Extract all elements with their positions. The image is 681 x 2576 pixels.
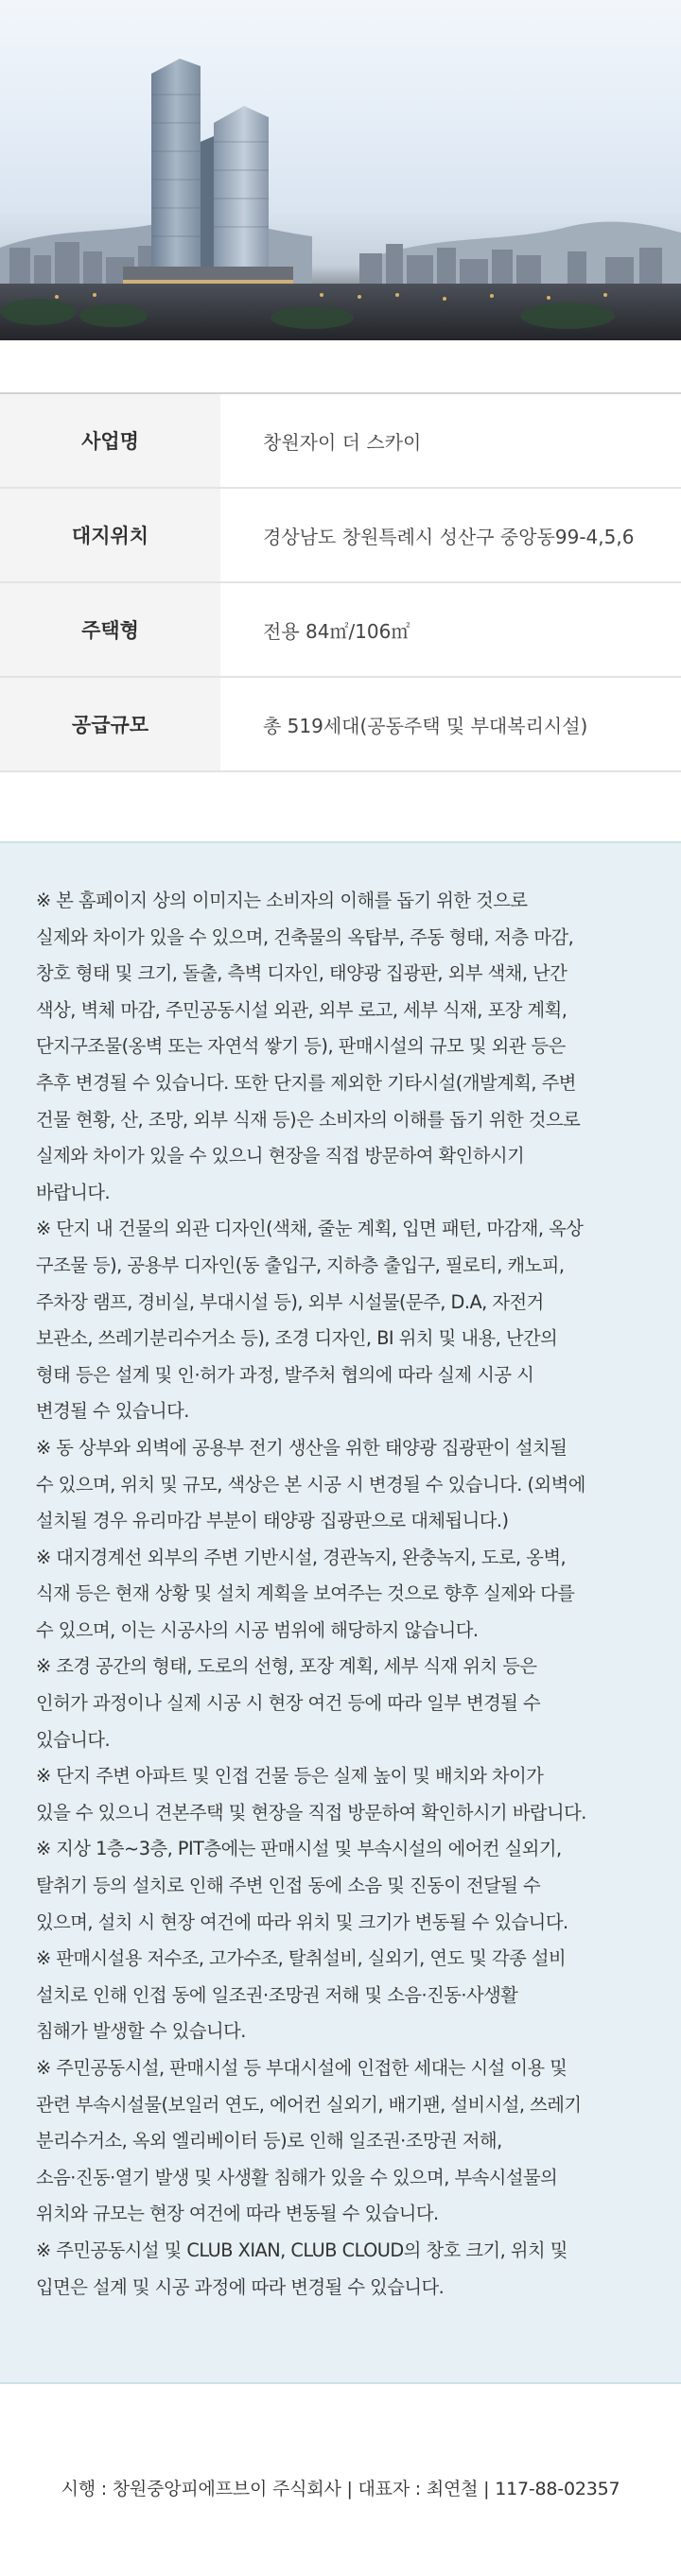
notice-line: ※ 단지 내 건물의 외관 디자인(색채, 줄눈 계획, 입면 패턴, 마감재, 옥상	[36, 1218, 584, 1240]
notice-line: 창호 형태 및 크기, 돌출, 측벽 디자인, 태양광 집광판, 외부 색채, 난간	[36, 962, 568, 985]
notice-line: ※ 조경 공간의 형태, 도로의 선형, 포장 계획, 세부 식재 위치 등은	[36, 1655, 537, 1678]
notice-line: 침해가 발생할 수 있습니다.	[36, 2020, 246, 2043]
notice-line: 바랍니다.	[36, 1181, 111, 1203]
notice-line: 소음·진동·열기 발생 및 사생활 침해가 있을 수 있으며, 부속시설물의	[36, 2166, 558, 2188]
project-name-value: 창원자이 더 스카이	[220, 393, 681, 488]
notice-line: 입면은 설계 및 시공 과정에 따라 변경될 수 있습니다.	[36, 2275, 445, 2298]
notice-line: 관련 부속시설물(보일러 연도, 에어컨 실외기, 배기팬, 설비시설, 쓰레기	[36, 2093, 582, 2116]
notice-line: 단지구조물(옹벽 또는 자연석 쌓기 등), 판매시설의 규모 및 외관 등은	[36, 1035, 566, 1058]
notice-line: 주차장 램프, 경비실, 부대시설 등), 외부 시설물(문주, D.A, 자전거	[36, 1290, 544, 1313]
notice-line: ※ 본 홈페이지 상의 이미지는 소비자의 이해를 돕기 위한 것으로	[36, 890, 528, 911]
supply-scale-label: 공급규모	[0, 677, 220, 771]
notice-line: 보관소, 쓰레기분리수거소 등), 조경 디자인, BI 위치 및 내용, 난간의	[36, 1327, 558, 1350]
disclaimer-notice	[0, 841, 681, 2384]
table-row	[0, 677, 681, 771]
supply-scale-value: 총 519세대(공동주택 및 부대복리시설)	[220, 677, 681, 771]
notice-line: 식재 등은 현재 상황 및 설치 계획을 보여주는 것으로 향후 실제와 다를	[36, 1582, 575, 1605]
notice-line: ※ 동 상부와 외벽에 공용부 전기 생산을 위한 태양광 집광판이 설치될	[36, 1436, 568, 1459]
table-row	[0, 488, 681, 582]
notice-line: 색상, 벽체 마감, 주민공동시설 외관, 외부 로고, 세부 식재, 포장 계획,	[36, 998, 568, 1021]
site-location-value: 경상남도 창원특례시 성산구 중앙동99-4,5,6	[220, 488, 681, 582]
notice-line: 있으며, 설치 시 현장 여건에 따라 위치 및 크기가 변동될 수 있습니다.	[36, 1910, 568, 1933]
notice-line: ※ 지상 1층~3층, PIT층에는 판매시설 및 부속시설의 에어컨 실외기,	[36, 1838, 562, 1860]
notice-line: 변경될 수 있습니다.	[36, 1400, 189, 1423]
notice-line: 있습니다.	[36, 1728, 111, 1751]
notice-line: 건물 현황, 산, 조망, 외부 식재 등)은 소비자의 이해를 돕기 위한 것으로	[36, 1108, 581, 1131]
notice-line: 수 있으며, 위치 및 규모, 색상은 본 시공 시 변경될 수 있습니다. (외벽에	[36, 1473, 585, 1495]
housing-type-label: 주택형	[0, 582, 220, 677]
company-info-footer: 시행 : 창원중앙피에프브이 주식회사 | 대표자 : 최연철 | 117-88-02357	[61, 2479, 620, 2499]
site-location-label: 대지위치	[0, 488, 220, 582]
notice-line: 실제와 차이가 있을 수 있으니 현장을 직접 방문하여 확인하시기	[36, 1145, 525, 1167]
table-row	[0, 582, 681, 677]
notice-line: 설치로 인해 인접 동에 일조권·조망권 저해 및 소음·진동·사생활	[36, 1983, 518, 2006]
project-name-label: 사업명	[0, 393, 220, 488]
housing-type-value: 전용 84㎡/106㎡	[220, 582, 681, 677]
notice-line: ※ 판매시설용 저수조, 고가수조, 탈취설비, 실외기, 연도 및 각종 설비	[36, 1947, 567, 1970]
notice-line: 설치될 경우 유리마감 부분이 태양광 집광판으로 대체됩니다.)	[36, 1510, 509, 1532]
notice-line: 인허가 과정이나 실제 시공 시 현장 여건 등에 따라 일부 변경될 수	[36, 1692, 541, 1715]
table-row	[0, 393, 681, 488]
notice-line: ※ 주민공동시설 및 CLUB XIAN, CLUB CLOUD의 창호 크기, 위치 및	[36, 2239, 568, 2261]
notice-line: 있을 수 있으니 견본주택 및 현장을 직접 방문하여 확인하시기 바랍니다.	[36, 1801, 586, 1824]
notice-line: 위치와 규모는 현장 여건에 따라 변동될 수 있습니다.	[36, 2203, 439, 2225]
hero-rendering-image	[0, 0, 681, 340]
notice-line: 구조물 등), 공용부 디자인(동 출입구, 지하층 출입구, 필로티, 캐노피,	[36, 1253, 565, 1276]
notice-line: 탈취기 등의 설치로 인해 주변 인접 동에 소음 및 진동이 전달될 수	[36, 1875, 541, 1897]
notice-line: ※ 대지경계선 외부의 주변 기반시설, 경관녹지, 완충녹지, 도로, 옹벽,	[36, 1546, 567, 1568]
notice-line: 형태 등은 설계 및 인·허가 과정, 발주처 협의에 따라 실제 시공 시	[36, 1363, 534, 1386]
notice-line: 추후 변경될 수 있습니다. 또한 단지를 제외한 기타시설(개발계획, 주변	[36, 1071, 576, 1094]
notice-line: 실제와 차이가 있을 수 있으며, 건축물의 옥탑부, 주동 형태, 저층 마감,	[36, 925, 574, 948]
notice-line: ※ 주민공동시설, 판매시설 등 부대시설에 인접한 세대는 시설 이용 및	[36, 2057, 568, 2079]
notice-line: 수 있으며, 이는 시공사의 시공 범위에 해당하지 않습니다.	[36, 1618, 479, 1641]
notice-line: ※ 단지 주변 아파트 및 인접 건물 등은 실제 높이 및 배치와 차이가	[36, 1765, 544, 1788]
notice-line: 분리수거소, 옥외 엘리베이터 등)로 인해 일조권·조망권 저해,	[36, 2130, 502, 2152]
project-info-table	[0, 392, 681, 772]
